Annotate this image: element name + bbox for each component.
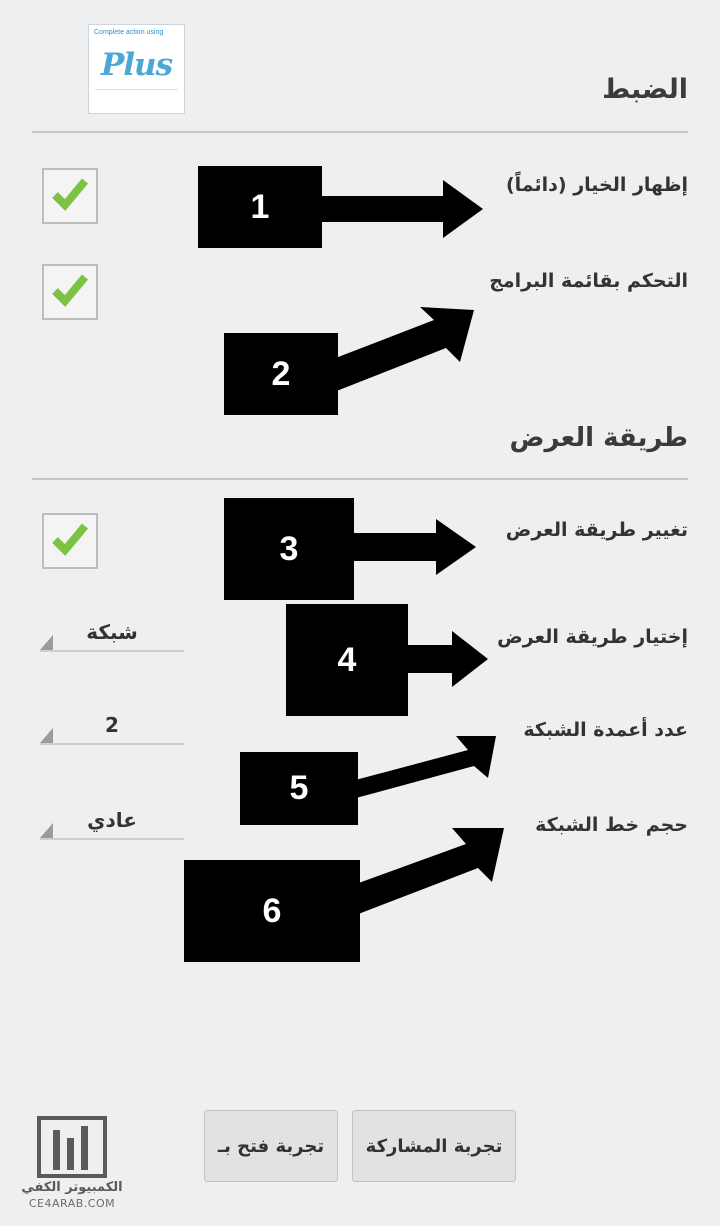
spinner-grid-columns[interactable]	[40, 713, 184, 745]
chevron-down-icon	[40, 728, 53, 743]
callout-number-5: 5	[240, 752, 358, 825]
header	[0, 0, 720, 132]
setting-label-app-list: التحكم بقائمة البرامج	[489, 270, 688, 292]
setting-label-grid-columns: عدد أعمدة الشبكة	[523, 719, 688, 741]
setting-label-change-view: تغيير طريقة العرض	[505, 519, 688, 541]
logo-caption: Complete action using	[94, 29, 164, 36]
callout-3	[224, 498, 480, 600]
callout-number-2: 2	[224, 333, 338, 415]
spinner-value-grid-columns: 2	[105, 713, 119, 737]
page-title: الضبط	[602, 74, 688, 105]
checkbox-app-list[interactable]	[42, 264, 98, 320]
checkbox-show-option[interactable]	[42, 168, 98, 224]
spinner-value-grid-font-size: عادي	[87, 808, 137, 832]
plus-logo	[88, 24, 185, 114]
watermark-logo-icon	[37, 1116, 107, 1178]
callout-number-3: 3	[224, 498, 354, 600]
spinner-underline	[40, 743, 184, 745]
chevron-down-icon	[40, 823, 53, 838]
callout-number-4: 4	[286, 604, 408, 716]
spinner-underline	[40, 650, 184, 652]
chevron-down-icon	[40, 635, 53, 650]
logo-wordmark: Plus	[100, 47, 173, 83]
logo-divider	[95, 89, 178, 90]
callout-number-6: 6	[184, 860, 360, 962]
checkbox-change-view[interactable]	[42, 513, 98, 569]
spinner-underline	[40, 838, 184, 840]
check-icon	[52, 523, 88, 557]
callout-1	[198, 166, 488, 248]
spinner-value-select-view: شبكة	[86, 620, 138, 644]
share-test-button[interactable]: تجربة المشاركة	[352, 1110, 516, 1182]
divider-top	[32, 131, 688, 133]
setting-label-select-view: إختيار طريقة العرض	[497, 626, 688, 648]
divider-mid	[32, 478, 688, 480]
check-icon	[52, 274, 88, 308]
callout-number-1: 1	[198, 166, 322, 248]
setting-label-show-option: إظهار الخيار (دائماً)	[505, 174, 688, 196]
open-with-test-button[interactable]: تجربة فتح بـ	[204, 1110, 338, 1182]
callout-6	[184, 820, 504, 962]
section-title-view-mode: طريقة العرض	[509, 423, 688, 453]
callout-2	[224, 300, 476, 415]
setting-label-grid-font-size: حجم خط الشبكة	[535, 814, 688, 836]
spinner-select-view[interactable]	[40, 620, 184, 652]
spinner-grid-font-size[interactable]	[40, 808, 184, 840]
watermark	[18, 1116, 126, 1210]
watermark-name: الكمبيوتر الكفي	[21, 1180, 123, 1195]
watermark-url: CE4ARAB.COM	[28, 1197, 116, 1210]
callout-5	[240, 730, 496, 825]
check-icon	[52, 178, 88, 212]
callout-4	[286, 604, 492, 716]
